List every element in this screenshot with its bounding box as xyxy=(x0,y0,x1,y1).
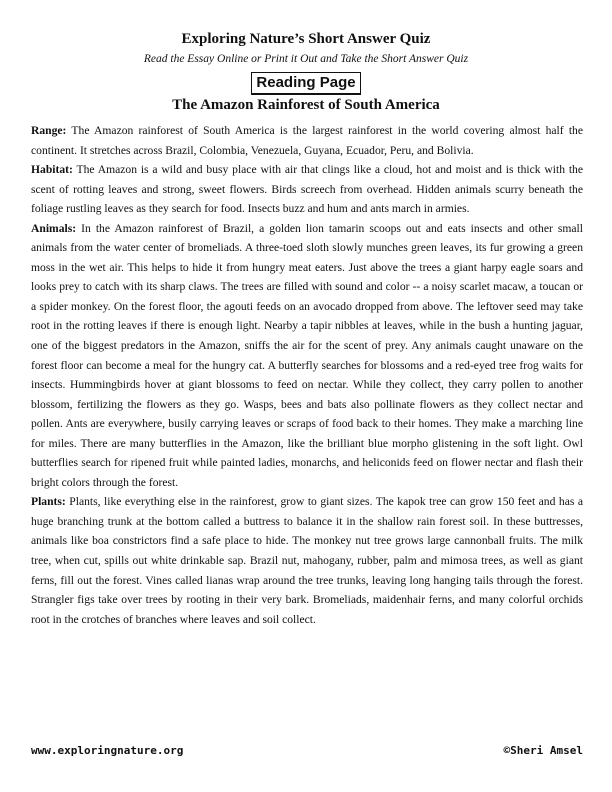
section-text: Plants, like everything else in the rainforest, grow to giant sizes. The kapok tree can grow 150 feet and has a huge branching trunk at the bottom called a buttress to balance it in the shallow rain forest soil. In these buttresses, animals like boa constrictors find a safe place to hide. The monkey nut tree grows large cannonball fruits. The milk tree, when cut, spills out white drinkable sap. Brazil nut, mahogany, rubber, palm and mimosa trees, as well as giant ferns, fill out the forest. Vines called lianas wrap around the tree trunks, leaving long hanging tails through the forest. Strangler figs take over trees by rooting in their very bark. Bromeliads, maidenhair ferns, and many colorful orchids root in the crotches of branches where leaves and soil collect. xyxy=(31,495,583,626)
section-label: Habitat: xyxy=(31,163,73,177)
badge-container xyxy=(0,72,612,95)
website-link[interactable]: www.exploringnature.org xyxy=(31,744,184,757)
section-plants xyxy=(31,492,583,629)
section-label: Range: xyxy=(31,124,67,137)
footer xyxy=(31,743,583,759)
section-text: The Amazon rainforest of South America is the largest rainforest in the world covering almost half the continent. It stretches across Brazil, Colombia, Venezuela, Guyana, Ecuador, Peru, and Bolivia. xyxy=(31,124,583,157)
subtitle: Read the Essay Online or Print it Out and Take the Short Answer Quiz xyxy=(143,53,469,65)
section-range xyxy=(31,121,583,160)
article-title: The Amazon Rainforest of South America xyxy=(172,97,440,113)
section-label: Plants: xyxy=(31,495,66,509)
reading-page-badge: Reading Page xyxy=(251,72,360,95)
section-text: In the Amazon rainforest of Brazil, a golden lion tamarin scoops out and eats insects and other small animals from the water center of bromeliads. A three-toed sloth slowly munches green leaves, its fur growing a green moss in the wet air. This helps to hide it from hungry meat eaters. Just above the trees a giant harpy eagle soars and looks prey to catch with its sharp claws. The trees are filled with sound and color -- a noisy scarlet macaw, a toucan or a spider monkey. On the forest floor, the agouti feeds on an avocado dropped from above. The leftover seed may take root in the rotting leaves if there is enough light. Nearby a tapir nibbles at leaves, while in the bush a hunting jaguar, one of the biggest predators in the Amazon, sniffs the air for the scent of prey. Any animals caught unaware on the forest floor can become a meal for the hungry cat. A butterfly searches for blossoms and a red-eyed tree frog waits for insects. Hummingbirds hover at giant blossoms to feed on nectar. While they collect, they carry pollen to another blossom, fertilizing the flowers as they go. Wasps, bees and bats also pollinate flowers as they collect nectar and pollen. Ants are everywhere, busily carrying leaves or scraps of food back to their homes. They make a marching line for miles. There are many butterflies in the Amazon, like the brilliant blue morpho glistening in the soft light. Owl butterflies search for ripened fruit while painted ladies, monarchs, and heliconids feed on flower nectar and flash their bright colors through the forest. xyxy=(31,221,583,489)
section-label: Animals: xyxy=(31,221,77,235)
quiz-title: Exploring Nature’s Short Answer Quiz xyxy=(181,31,431,47)
section-habitat xyxy=(31,160,583,219)
section-text: The Amazon is a wild and busy place with air that clings like a cloud, hot and moist and is thick with the scent of rotting leaves and strong, sweet flowers. Birds screech from overhead. Hidden animals scurry beneath the foliage rustling leaves as they search for food. Insects buzz and hum and ants march in armies. xyxy=(31,163,583,216)
section-animals xyxy=(31,219,583,493)
copyright-notice: ©Sheri Amsel xyxy=(503,744,583,757)
article-body xyxy=(31,121,583,629)
